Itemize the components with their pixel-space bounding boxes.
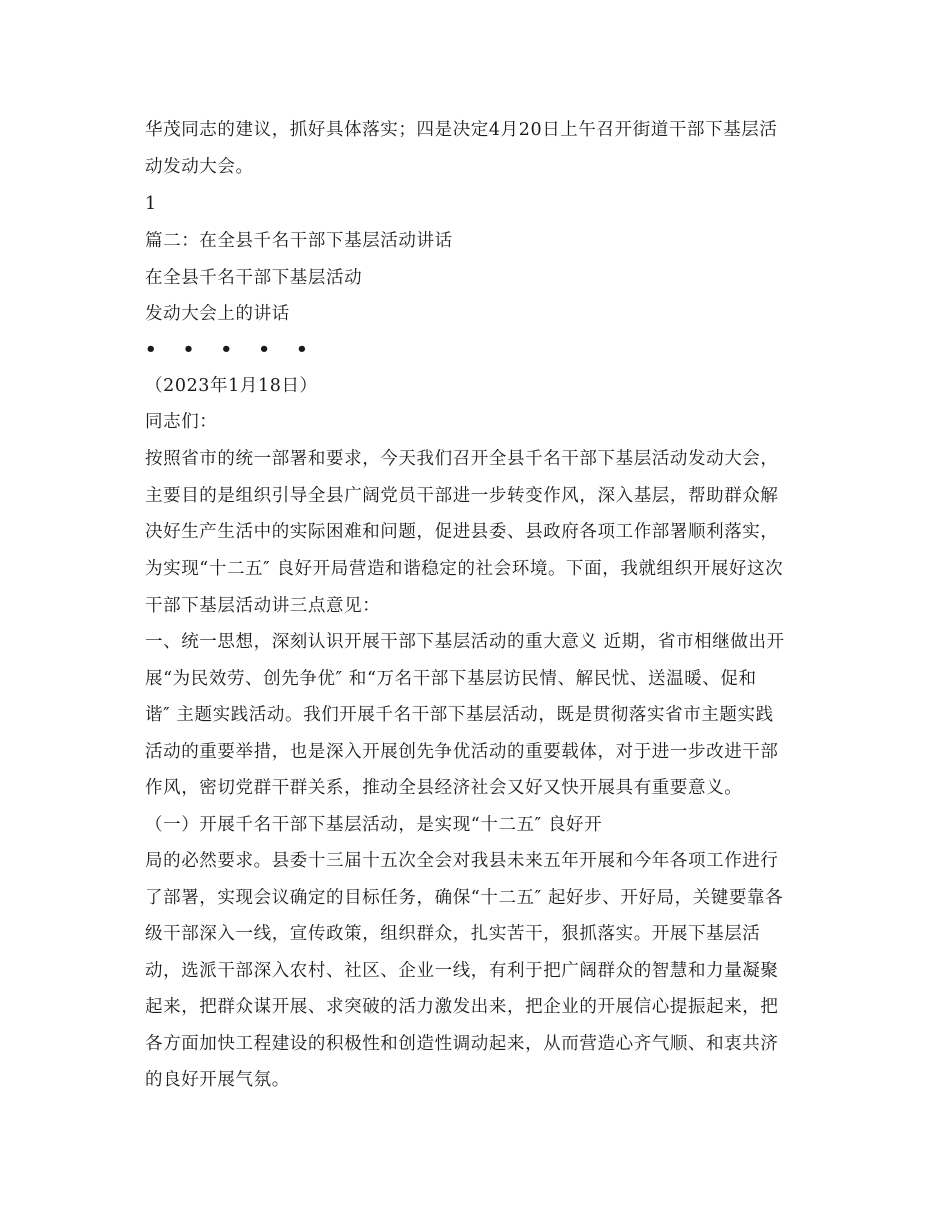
body-text-line: 活动的重要举措，也是深入开展创先争优活动的重要载体，对于进一步改进干部 bbox=[145, 742, 779, 762]
salutation: 同志们： bbox=[145, 412, 218, 432]
body-text-line: 了部署，实现会议确定的目标任务，确保“十二五″ 起好步、开好局，关键要靠各 bbox=[145, 888, 784, 908]
page-number: 1 bbox=[145, 194, 157, 214]
body-text-line: 展“为民效劳、创先争优″ 和“万名干部下基层访民情、解民忧、送温暖、促和 bbox=[145, 669, 757, 689]
body-text-line: 局的必然要求。县委十三届十五次全会对我县未来五年开展和今年各项工作进行 bbox=[145, 851, 779, 871]
body-text-line: 决好生产生活中的实际困难和问题，促进县委、县政府各项工作部署顺利落实， bbox=[145, 522, 779, 542]
subsection-heading: （一）开展千名干部下基层活动，是实现“十二五″ 良好开 bbox=[145, 815, 603, 835]
body-text-line: 动发动大会。 bbox=[145, 157, 254, 177]
body-text-line: 动，选派干部深入农村、社区、企业一线，有利于把广阔群众的智慧和力量凝聚 bbox=[145, 961, 779, 981]
separator-dots: • • • • • bbox=[145, 339, 318, 360]
body-text-line: 级干部深入一线，宣传政策，组织群众，扎实苦干，狠抓落实。开展下基层活 bbox=[145, 924, 761, 944]
body-text-line: 干部下基层活动讲三点意见： bbox=[145, 596, 381, 616]
section-heading: 篇二：在全县千名干部下基层活动讲话 bbox=[145, 231, 453, 251]
speech-title-line-2: 发动大会上的讲话 bbox=[145, 304, 290, 324]
body-text-line: 主要目的是组织引导全县广阔党员干部进一步转变作风，深入基层，帮助群众解 bbox=[145, 486, 779, 506]
body-text-line: 一、统一思想，深刻认识开展干部下基层活动的重大意义 近期，省市相继做出开 bbox=[145, 632, 785, 652]
body-text-line: 按照省市的统一部署和要求，今天我们召开全县千名干部下基层活动发动大会， bbox=[145, 449, 779, 469]
body-text-line: 作风，密切党群干群关系，推动全县经济社会又好又快开展具有重要意义。 bbox=[145, 778, 743, 798]
speech-title-line-1: 在全县千名干部下基层活动 bbox=[145, 268, 363, 288]
body-text-line: 起来，把群众谋开展、求突破的活力激发出来，把企业的开展信心提振起来，把 bbox=[145, 997, 779, 1017]
body-text-line: 为实现“十二五″ 良好开局营造和谐稳定的社会环境。下面，我就组织开展好这次 bbox=[145, 559, 784, 579]
body-text-line: 华茂同志的建议，抓好具体落实；四是决定4月20日上午召开街道干部下基层活 bbox=[145, 120, 778, 140]
body-text-line: 谐″ 主题实践活动。我们开展千名干部下基层活动，既是贯彻落实省市主题实践 bbox=[145, 705, 774, 725]
body-text-line: 各方面加快工程建设的积极性和创造性调动起来，从而营造心齐气顺、和衷共济 bbox=[145, 1034, 779, 1054]
body-text-line: 的良好开展气氛。 bbox=[145, 1070, 290, 1090]
speech-date: （2023年1月18日） bbox=[145, 376, 318, 396]
